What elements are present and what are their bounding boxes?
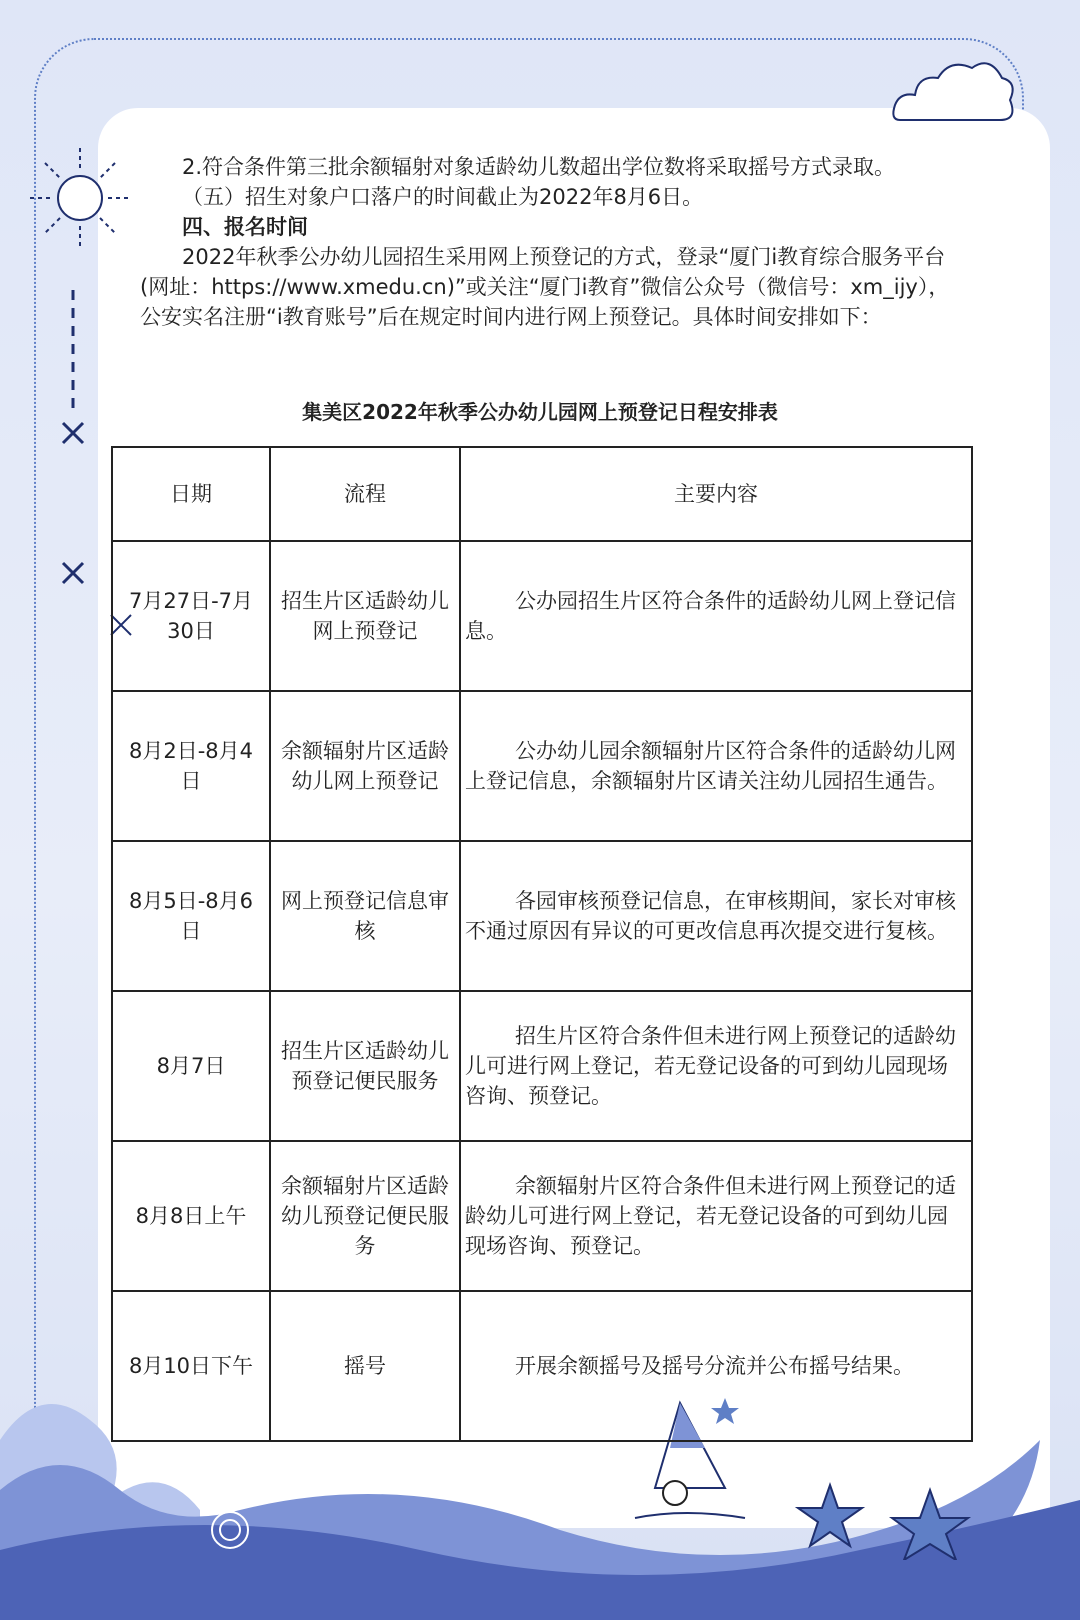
intro-line-2: （五）招生对象户口落户的时间截止为2022年8月6日。	[182, 185, 704, 209]
row-flow: 余额辐射片区适龄幼儿预登记便民服务	[270, 1141, 460, 1291]
table-row	[112, 841, 972, 991]
row-content: 公办幼儿园余额辐射片区符合条件的适龄幼儿网上登记信息，余额辐射片区请关注幼儿园招生通告。	[460, 691, 972, 841]
row-flow: 招生片区适龄幼儿网上预登记	[270, 541, 460, 691]
intro-paragraph: 2022年秋季公办幼儿园招生采用网上预登记的方式，登录“厦门i教育综合服务平台(网址：https://www.xmedu.cn)”或关注“厦门i教育”微信公众号（微信号：xm_ijy），公安实名注册“i教育账号”后在规定时间内进行网上预登记。具体时间安排如下：	[140, 245, 950, 329]
table-header-row	[112, 447, 972, 541]
row-date: 8月7日	[112, 991, 270, 1141]
starfish-icon	[790, 1480, 980, 1560]
table-row	[112, 541, 972, 691]
row-flow: 余额辐射片区适龄幼儿网上预登记	[270, 691, 460, 841]
header-content: 主要内容	[460, 447, 972, 541]
intro-line-1: 2.符合条件第三批余额辐射对象适龄幼儿数超出学位数将采取摇号方式录取。	[182, 155, 896, 179]
row-content: 招生片区符合条件但未进行网上预登记的适龄幼儿可进行网上登记，若无登记设备的可到幼儿园现场咨询、预登记。	[460, 991, 972, 1141]
table-row	[112, 1291, 972, 1441]
row-content: 开展余额摇号及摇号分流并公布摇号结果。	[460, 1291, 972, 1441]
row-content: 余额辐射片区符合条件但未进行网上预登记的适龄幼儿可进行网上登记，若无登记设备的可到幼儿园现场咨询、预登记。	[460, 1141, 972, 1291]
row-content: 公办园招生片区符合条件的适龄幼儿网上登记信息。	[460, 541, 972, 691]
table-title: 集美区2022年秋季公办幼儿园网上预登记日程安排表	[302, 400, 778, 424]
row-date: 8月5日-8月6日	[112, 841, 270, 991]
table-row	[112, 691, 972, 841]
row-date: 8月8日上午	[112, 1141, 270, 1291]
cross-star-icon	[60, 560, 86, 586]
section-heading: 四、报名时间	[182, 215, 308, 239]
header-flow: 流程	[270, 447, 460, 541]
table-row	[112, 1141, 972, 1291]
sun-icon	[20, 140, 140, 280]
dashed-line-decoration	[68, 290, 78, 410]
row-date: 8月10日下午	[112, 1291, 270, 1441]
intro-text	[140, 152, 960, 332]
row-flow: 网上预登记信息审核	[270, 841, 460, 991]
row-date: 7月27日-7月30日	[112, 541, 270, 691]
table-row	[112, 991, 972, 1141]
row-flow: 摇号	[270, 1291, 460, 1441]
row-flow: 招生片区适龄幼儿预登记便民服务	[270, 991, 460, 1141]
cross-star-icon	[60, 420, 86, 446]
row-date: 8月2日-8月4日	[112, 691, 270, 841]
header-date: 日期	[112, 447, 270, 541]
cloud-icon	[890, 50, 1020, 130]
row-content: 各园审核预登记信息，在审核期间，家长对审核不通过原因有异议的可更改信息再次提交进行复核。	[460, 841, 972, 991]
schedule-table	[111, 446, 973, 1442]
